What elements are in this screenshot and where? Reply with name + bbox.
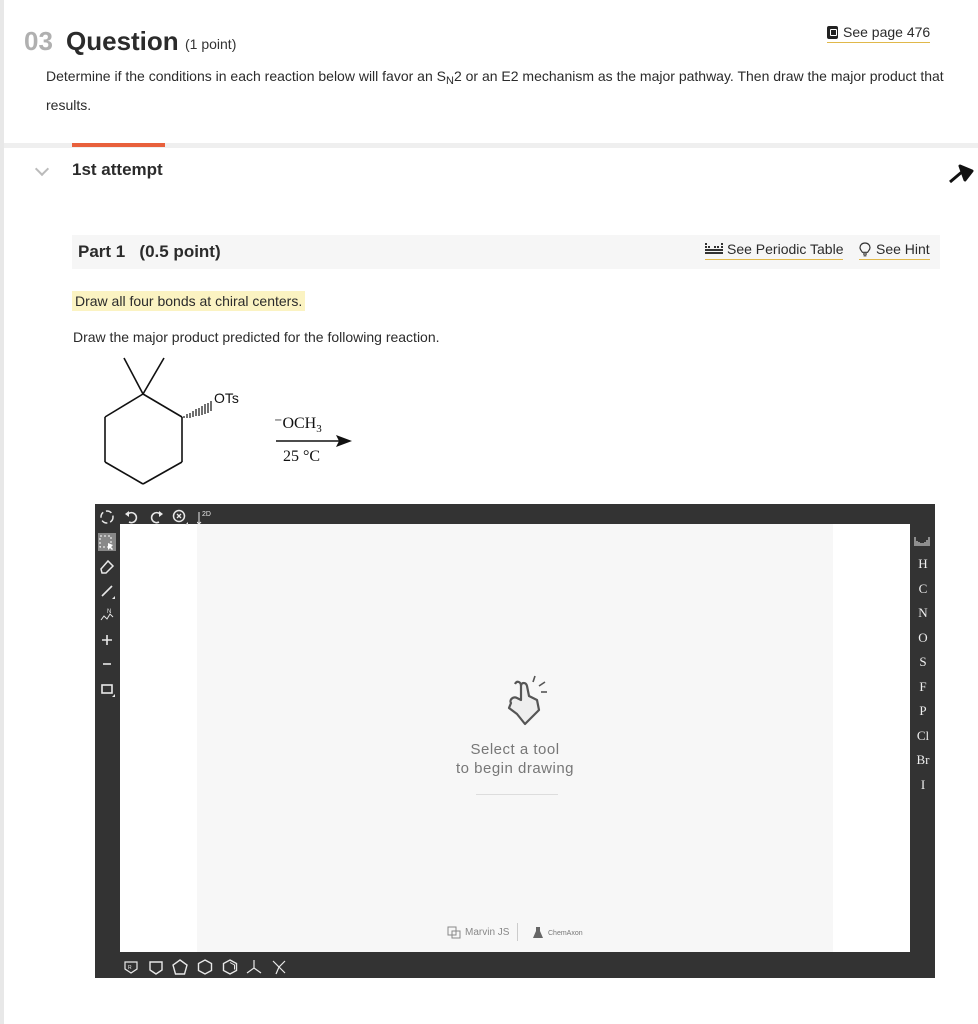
question-instructions [46,64,951,117]
charge-plus-icon[interactable] [98,631,116,649]
charge-minus-icon[interactable] [98,655,116,673]
see-periodic-table-link[interactable] [705,241,843,260]
element-cl[interactable]: Cl [916,728,930,743]
marvin-brand-label: Marvin JS [465,926,510,938]
element-br[interactable]: Br [916,752,930,767]
cyclopentane-icon[interactable] [171,958,189,976]
reagent-subscript: 3 [316,423,322,436]
cyclohexane-icon[interactable] [196,958,214,976]
boat-conformation-icon[interactable] [270,958,288,976]
left-frame-border [0,0,4,1024]
element-c[interactable]: C [918,581,928,596]
benzene-template-icon[interactable] [122,958,140,976]
empty-canvas-line-2: to begin drawing [455,760,575,777]
collapse-chevron-icon[interactable] [35,162,49,176]
eraser-icon[interactable] [98,557,116,575]
reaction-arrow [276,435,352,447]
hashed-wedge-bond [184,401,211,418]
element-o[interactable]: O [918,630,928,645]
empty-canvas-line-1: Select a tool [470,741,560,758]
chiral-centers-note: Draw all four bonds at chiral centers. [72,291,305,311]
redo-icon[interactable] [147,508,165,526]
hint-label: See Hint [876,241,930,257]
element-n[interactable]: N [918,605,928,620]
selection-icon[interactable] [98,533,116,551]
drawing-canvas-area[interactable] [197,524,833,952]
clean-2d-icon[interactable] [197,508,215,526]
logo-separator [517,923,518,941]
chemaxon-logo [532,926,583,940]
cyclopropane-icon[interactable] [147,958,165,976]
element-f[interactable]: F [919,679,927,694]
zoom-icon[interactable] [171,508,189,526]
element-i[interactable]: I [920,777,926,792]
reaction-condition: 25 °C [283,448,321,465]
clean-2d-label: 2D [202,511,211,518]
single-bond-icon[interactable] [98,582,116,600]
element-h[interactable]: H [918,556,928,571]
instructions-text-1: Determine if the conditions in each reaction below will favor an S [46,68,446,84]
benzene-icon[interactable] [221,958,239,976]
periodic-table-icon[interactable] [914,533,932,551]
question-title: Question [66,26,179,56]
question-points: (1 point) [185,36,237,52]
element-p[interactable]: P [919,703,927,718]
attempt-label: 1st attempt [72,160,163,179]
lightbulb-icon [859,242,871,257]
attempt-tab-indicator [72,143,165,147]
reagent-label [274,413,322,435]
chair-conformation-icon[interactable] [245,958,263,976]
periodic-table-icon [705,243,723,255]
reaction-prompt: Draw the major product predicted for the following reaction. [73,329,440,345]
question-number: 03 [24,26,53,56]
see-hint-link[interactable] [859,241,930,260]
see-page-link[interactable] [827,24,930,43]
marvin-logo-icon [446,925,462,939]
part-title: Part 1 (0.5 point) [78,242,221,261]
marvin-logo [446,925,509,939]
ebook-icon [827,26,838,39]
clear-icon[interactable] [98,508,116,526]
element-s[interactable]: S [919,654,927,669]
chain-icon[interactable] [98,606,116,624]
flask-icon [532,926,544,940]
cyclohexane-ring [105,358,182,484]
pin-icon[interactable] [946,160,976,186]
svg-text:R: R [128,965,132,971]
pointer-hand-icon [495,672,555,732]
instructions-subscript: N [445,75,454,87]
see-page-label: See page 476 [843,24,931,40]
methyl-bond-left [124,358,143,394]
leaving-group-label: OTs [214,390,239,406]
instructions-text-2: 2 or an E2 mechanism as the major pathway. Then draw the major product that results. [46,68,944,113]
bracket-icon[interactable] [98,680,116,698]
undo-icon[interactable] [123,508,141,526]
periodic-table-label: See Periodic Table [727,241,844,257]
svg-text:N: N [107,609,112,615]
methyl-bond-right [143,358,164,394]
placeholder-divider [476,794,558,795]
reaction-scheme [90,350,380,500]
chemaxon-brand-label: ChemAxon [548,929,583,937]
reagent-formula: ⁻OCH [274,415,317,432]
